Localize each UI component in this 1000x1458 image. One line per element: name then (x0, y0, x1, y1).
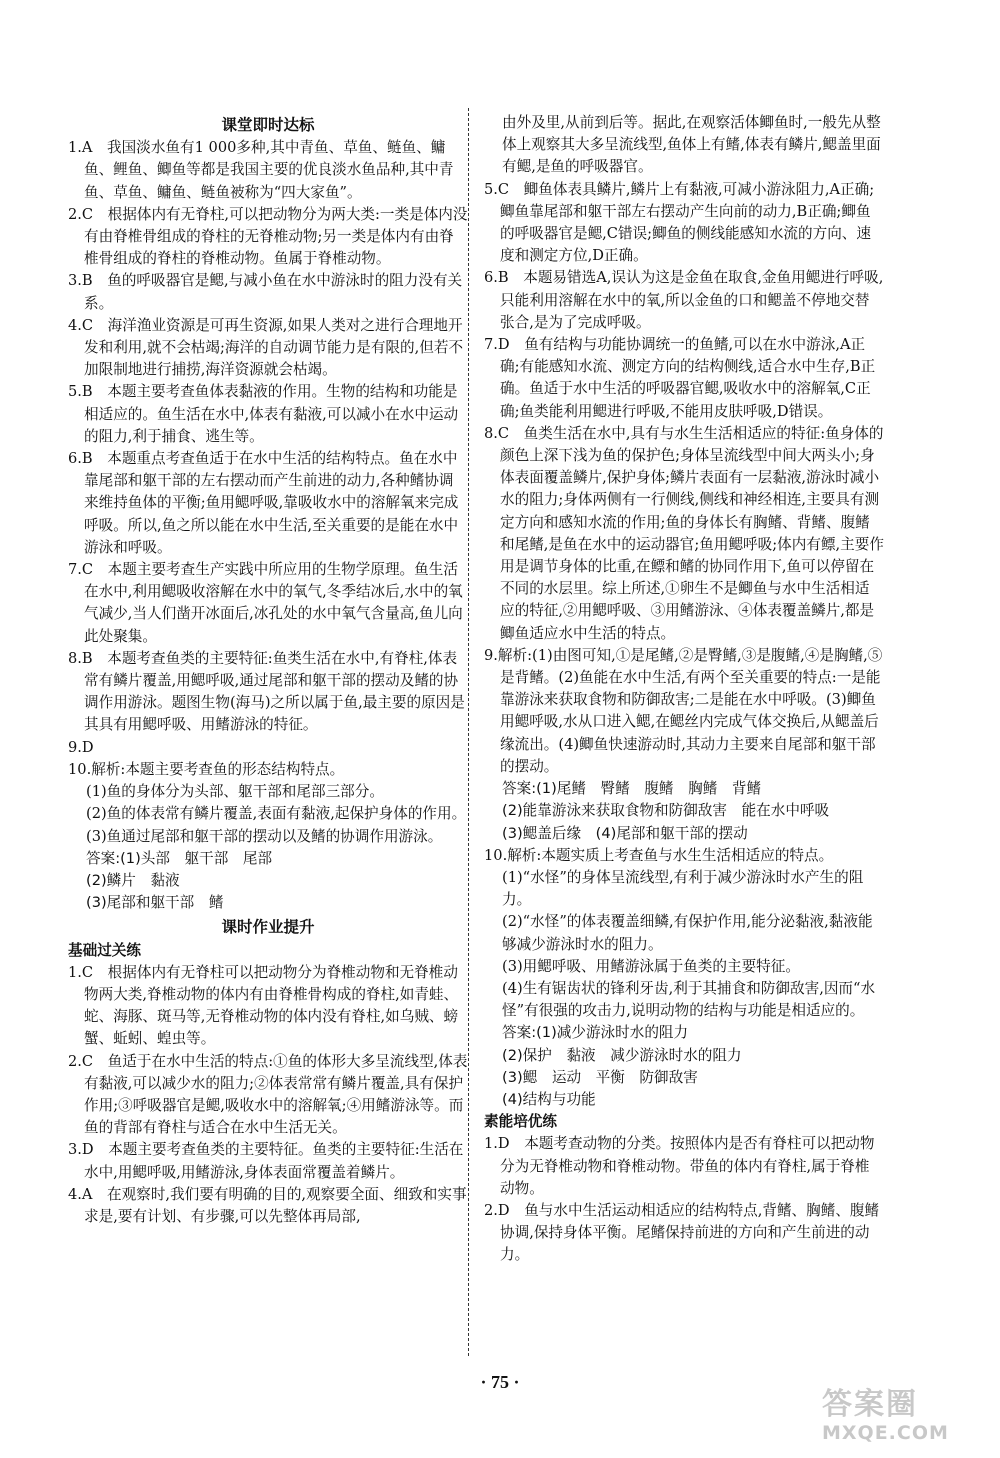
column-divider (468, 108, 469, 1356)
answer-item: 3.B 鱼的呼吸器官是鳃,与减小鱼在水中游泳时的阻力没有关系。 (68, 272, 463, 312)
answer-item: 7.D 鱼有结构与功能协调统一的鱼鳍,可以在水中游泳,A正确;有能感知水流、测定方向的结构侧线,适合水中生存,B正确。鱼适于水中生活的呼吸器官鳃,吸收水中的溶解氧,C正确;鱼类能利用鳃进行呼吸,不能用皮肤呼吸,D错误。 (484, 336, 876, 420)
answer-item: 10.解析:本题实质上考查鱼与水生生活相适应的特点。 (484, 846, 834, 864)
section-title-classroom: 课堂即时达标 (221, 116, 315, 134)
answer-item: 7.C 本题主要考查生产实践中所应用的生物学原理。鱼生活在水中,利用鳃吸收溶解在水中的氧气,冬季结冰后,水中的氧气减少,当人们凿开冰面后,冰孔处的水中氧气含量高,鱼儿向此处聚集。 (68, 561, 463, 645)
right-column (484, 112, 884, 1267)
explanation-line: (4)生有锯齿状的锋利牙齿,利于其捕食和防御敌害,因而“水怪”有很强的攻击力,说明动物的结构与功能是相适应的。 (502, 979, 876, 1020)
answer-item: 2.D 鱼与水中生活运动相适应的结构特点,背鳍、胸鳍、腹鳍协调,保持身体平衡。尾鳍保持前进的方向和产生前进的动力。 (484, 1201, 880, 1264)
answer-item: 6.B 本题易错选A,误认为这是金鱼在取食,金鱼用鳃进行呼吸,只能利用溶解在水中的氧,所以金鱼的口和鳃盖不停地交替张合,是为了完成呼吸。 (484, 269, 884, 331)
explanation-line: (3)用鳃呼吸、用鳍游泳属于鱼类的主要特征。 (502, 957, 800, 975)
answer-line: (2)保护 黏液 减少游泳时水的阻力 (502, 1046, 742, 1064)
answer-item: 5.C 鲫鱼体表具鳞片,鳞片上有黏液,可减小游泳阻力,A正确;鲫鱼靠尾部和躯干部左右摆动产生向前的动力,B正确;鲫鱼的呼吸器官是鳃,C错误;鲫鱼的侧线能感知水流的方向、速度和测定方位,D正确。 (484, 180, 875, 265)
explanation-line: (2)鱼的体表常有鳞片覆盖,表面有黏液,起保护身体的作用。 (86, 805, 467, 823)
answer-item: 1.D 本题考查动物的分类。按照体内是否有脊柱可以把动物分为无脊椎动物和脊椎动物。带鱼的体内有脊柱,属于脊椎动物。 (484, 1135, 875, 1197)
watermark-logo (822, 1388, 987, 1450)
answer-item: 4.A 在观察时,我们要有明确的目的,观察要全面、细致和实事求是,要有计划、有步骤,可以先整体再局部, (68, 1185, 467, 1225)
explanation-line: (2)“水怪”的体表覆盖细鳞,有保护作用,能分泌黏液,黏液能够减少游泳时水的阻力。 (502, 913, 873, 953)
continued-text: 由外及里,从前到后等。据此,在观察活体鲫鱼时,一般先从整体上观察其大多呈流线型,鱼体上有鳍,体表有鳞片,鳃盖里面有鳃,是鱼的呼吸器官。 (502, 114, 881, 176)
answer-item: 9.解析:(1)由图可知,①是尾鳍,②是臀鳍,③是腹鳍,④是胸鳍,⑤是背鳍。(2)鱼能在水中生活,有两个至关重要的特点:一是能靠游泳来获取食物和防御敌害;二是能在水中呼吸。(3)鲫鱼用鳃呼吸,水从口进入鳃,在鳃丝内完成气体交换后,从鳃盖后缘流出。(4)鲫鱼快速游动时,其动力主要来自尾部和躯干部的摆动。 (484, 646, 883, 775)
answer-item: 1.A 我国淡水鱼有1 000多种,其中青鱼、草鱼、鲢鱼、鳙鱼、鲤鱼、鲫鱼等都是我国主要的优良淡水鱼品种,其中青鱼、草鱼、鳙鱼、鲢鱼被称为“四大家鱼”。 (68, 139, 454, 201)
answer-item: 2.C 鱼适于在水中生活的特点:①鱼的体形大多呈流线型,体表有黏液,可以减少水的阻力;②体表常常有鳞片覆盖,具有保护作用;③呼吸器官是鳃,吸收水中的溶解氧;④用鳍游泳等。而鱼的背部有脊柱与适合在水中生活无关。 (68, 1052, 468, 1137)
answer-line: (3)鳃盖后缘 (4)尾部和躯干部的摆动 (502, 824, 748, 842)
section-title-homework: 课时作业提升 (221, 918, 315, 937)
answer-line: 答案:(1)尾鳍 臀鳍 腹鳍 胸鳍 背鳍 (502, 780, 762, 798)
explanation-line: (1)鱼的身体分为头部、躯干部和尾部三部分。 (86, 783, 384, 801)
answer-item: 9.D (68, 738, 94, 756)
answer-line: (2)能靠游泳来获取食物和防御敌害 能在水中呼吸 (502, 802, 830, 820)
answer-line: 答案:(1)头部 躯干部 尾部 (86, 849, 273, 867)
answer-item: 4.C 海洋渔业资源是可再生资源,如果人类对之进行合理地开发和利用,就不会枯竭;海洋的自动调节能力是有限的,但若不加限制地进行捕捞,海洋资源就会枯竭。 (68, 316, 464, 379)
watermark-url: MXQE.COM (822, 1422, 949, 1444)
answer-item: 8.B 本题考查鱼类的主要特征:鱼类生活在水中,有脊柱,体表常有鳞片覆盖,用鳃呼吸,通过尾部和躯干部的摆动及鳍的协调作用游泳。题图生物(海马)之所以属于鱼,最主要的原因是其具有用鳃呼吸、用鳍游泳的特征。 (68, 649, 465, 734)
answer-item: 8.C 鱼类生活在水中,具有与水生生活相适应的特征:鱼身体的颜色上深下浅为鱼的保护色;身体呈流线型中间大两头小;身体表面覆盖鳞片,保护身体;鳞片表面有一层黏液,游泳时减小水的阻力;身体两侧有一行侧线,侧线和神经相连,主要具有测定方向和感知水流的作用;鱼的身体长有胸鳍、背鳍、腹鳍和尾鳍,是鱼在水中的运动器官;鱼用鳃呼吸;体内有鳔,主要作用是调节身体的比重,在鳔和鳍的协同作用下,鱼可以停留在不同的水层里。综上所述,①卵生不是鲫鱼与水中生活相适应的特征,②用鳃呼吸、③用鳍游泳、④体表覆盖鳞片,都是鲫鱼适应水中生活的特点。 (484, 424, 884, 642)
answer-item: 10.解析:本题主要考查鱼的形态结构特点。 (68, 760, 345, 778)
answer-item: 5.B 本题主要考查鱼体表黏液的作用。生物的结构和功能是相适应的。鱼生活在水中,体表有黏液,可以减小在水中运动的阻力,利于捕食、逃生等。 (68, 383, 459, 445)
answer-item: 6.B 本题重点考查鱼适于在水中生活的结构特点。鱼在水中靠尾部和躯干部的左右摆动而产生前进的动力,各种鳍协调来维持鱼体的平衡;鱼用鳃呼吸,靠吸收水中的溶解氧来完成呼吸。所以,鱼之所以能在水中生活,至关重要的是能在水中游泳和呼吸。 (68, 450, 459, 556)
answer-line: (4)结构与功能 (502, 1090, 596, 1108)
explanation-line: (3)鱼通过尾部和躯干部的摆动以及鳍的协调作用游泳。 (86, 827, 443, 845)
answer-line: (3)鳃 运动 平衡 防御敌害 (502, 1068, 698, 1086)
explanation-line: (1)“水怪”的身体呈流线型,有利于减少游泳时水产生的阻力。 (502, 868, 864, 909)
answer-item: 1.C 根据体内有无脊柱可以把动物分为脊椎动物和无脊椎动物两大类,脊椎动物的体内有由脊椎骨构成的脊柱,如青蛙、蛇、海豚、斑马等,无脊椎动物的体内没有脊柱,如乌贼、螃蟹、蚯蚓、蝗虫等。 (68, 963, 459, 1048)
answer-line: (3)尾部和躯干部 鳍 (86, 894, 224, 912)
answer-item: 3.D 本题主要考查鱼类的主要特征。鱼类的主要特征:生活在水中,用鳃呼吸,用鳍游泳,身体表面常覆盖着鳞片。 (68, 1141, 464, 1181)
answer-line: (2)鳞片 黏液 (86, 871, 180, 889)
answer-item: 2.C 根据体内有无脊柱,可以把动物分为两大类:一类是体内没有由脊椎骨组成的脊柱的无脊椎动物;另一类是体内有由脊椎骨组成的脊柱的脊椎动物。鱼属于脊椎动物。 (68, 205, 468, 268)
watermark-title: 答案圈 (822, 1387, 918, 1422)
subsection-title-basic: 基础过关练 (68, 941, 141, 959)
page-number: · 75 · (480, 1372, 520, 1392)
subsection-title-advanced: 素能培优练 (484, 1113, 557, 1131)
left-column (68, 112, 468, 1228)
answer-line: 答案:(1)减少游泳时水的阻力 (502, 1024, 689, 1042)
